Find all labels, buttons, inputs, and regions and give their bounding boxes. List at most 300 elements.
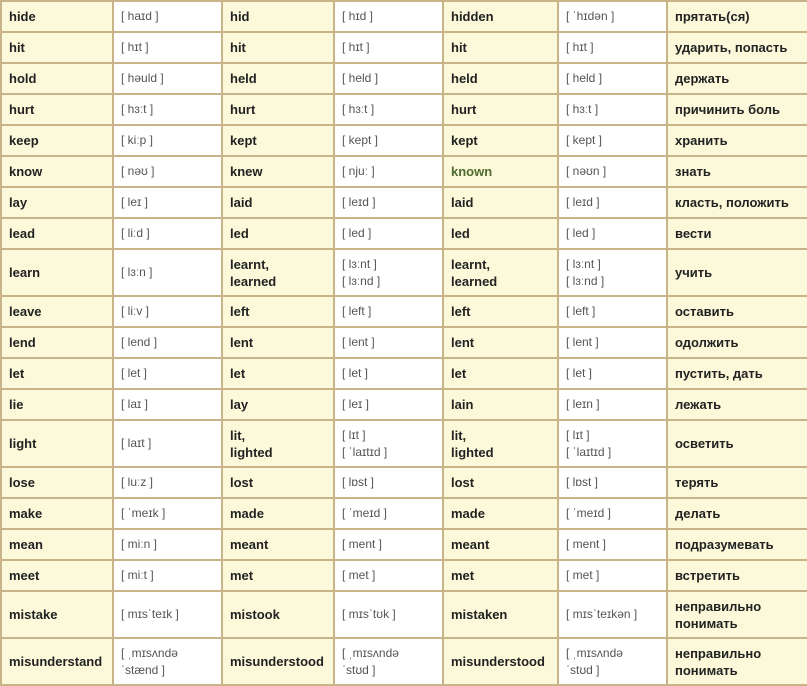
past-transcription-text: [ let ] <box>342 366 369 380</box>
past-participle-cell <box>443 156 558 187</box>
past-transcription-cell <box>334 1 443 32</box>
base-form-text: lend <box>9 335 36 350</box>
past-participle-cell <box>443 187 558 218</box>
past-participle-text: learned <box>451 273 498 289</box>
table-row <box>1 125 807 156</box>
base-form-cell <box>1 560 113 591</box>
russian-translation-cell <box>667 125 807 156</box>
participle-transcription-text: [ lɪt ] <box>566 427 590 442</box>
past-transcription-text: [ lɜːnd ] <box>342 273 381 288</box>
participle-transcription-text: [ ˈlaɪtɪd ] <box>566 444 612 459</box>
russian-translation-cell <box>667 498 807 529</box>
participle-transcription-cell <box>558 498 667 529</box>
russian-translation-text: неправильно <box>675 598 762 614</box>
past-transcription-text: [ leɪd ] <box>342 195 376 209</box>
russian-translation-text: лежать <box>675 397 722 412</box>
past-simple-cell <box>222 389 334 420</box>
participle-transcription-text: [ leɪd ] <box>566 195 600 209</box>
table-row <box>1 467 807 498</box>
participle-transcription-text: [ ˈmeɪd ] <box>566 506 611 520</box>
russian-translation-cell <box>667 32 807 63</box>
past-simple-text: lit, <box>230 427 246 443</box>
past-transcription-text: [ lɒst ] <box>342 475 375 489</box>
past-transcription-text: [ lent ] <box>342 335 375 349</box>
past-participle-cell <box>443 560 558 591</box>
base-transcription-cell <box>113 498 222 529</box>
past-transcription-cell <box>334 529 443 560</box>
participle-transcription-text: [ ˈhɪdən ] <box>566 9 615 23</box>
base-form-text: lie <box>9 397 24 412</box>
russian-translation-text: терять <box>675 475 719 490</box>
base-transcription-text: [ mɪsˈteɪk ] <box>121 607 179 621</box>
base-transcription-text: [ ˌmɪsʌndə <box>121 645 178 660</box>
past-participle-cell <box>443 125 558 156</box>
base-transcription-text: [ lɜːn ] <box>121 265 153 279</box>
past-participle-text: lit, <box>451 427 467 443</box>
past-participle-cell <box>443 1 558 32</box>
base-form-text: hold <box>9 71 37 86</box>
table-row <box>1 1 807 32</box>
past-participle-cell <box>443 638 558 685</box>
participle-transcription-cell <box>558 358 667 389</box>
participle-transcription-cell <box>558 63 667 94</box>
russian-translation-cell <box>667 358 807 389</box>
base-transcription-text: [ haɪd ] <box>121 9 159 23</box>
past-transcription-text: [ mɪsˈtʊk ] <box>342 607 396 621</box>
base-transcription-text: [ hɜːt ] <box>121 102 154 116</box>
base-transcription-cell <box>113 420 222 467</box>
base-form-cell <box>1 249 113 296</box>
base-form-cell <box>1 498 113 529</box>
table-row <box>1 187 807 218</box>
past-participle-text: led <box>451 226 470 241</box>
past-participle-text: left <box>451 304 471 319</box>
participle-transcription-text: [ lɜːnd ] <box>566 273 605 288</box>
base-form-text: keep <box>9 133 39 148</box>
base-form-cell <box>1 63 113 94</box>
table-row <box>1 389 807 420</box>
past-simple-cell <box>222 296 334 327</box>
past-participle-text: kept <box>451 133 478 148</box>
table-row <box>1 327 807 358</box>
base-transcription-text: [ miːn ] <box>121 537 158 551</box>
table-row <box>1 420 807 467</box>
participle-transcription-text: [ led ] <box>566 226 596 240</box>
participle-transcription-text: [ ment ] <box>566 537 607 551</box>
verb-rows <box>1 1 807 685</box>
participle-transcription-text: [ kept ] <box>566 133 603 147</box>
russian-translation-text: оставить <box>675 304 734 319</box>
participle-transcription-text: [ left ] <box>566 304 596 318</box>
past-transcription-cell <box>334 63 443 94</box>
table-row <box>1 529 807 560</box>
table-row <box>1 156 807 187</box>
participle-transcription-cell <box>558 638 667 685</box>
participle-transcription-cell <box>558 156 667 187</box>
past-transcription-cell <box>334 156 443 187</box>
past-participle-text: lighted <box>451 444 494 460</box>
participle-transcription-cell <box>558 467 667 498</box>
table-row <box>1 296 807 327</box>
past-simple-text: made <box>230 506 264 521</box>
past-participle-text: laid <box>451 195 474 210</box>
russian-translation-cell <box>667 249 807 296</box>
past-simple-cell <box>222 218 334 249</box>
past-participle-text: hurt <box>451 102 477 117</box>
base-transcription-cell <box>113 529 222 560</box>
base-transcription-text: [ lend ] <box>121 335 158 349</box>
past-transcription-text: [ hɜːt ] <box>342 102 375 116</box>
past-simple-text: learnt, <box>230 256 270 272</box>
base-transcription-text: [ let ] <box>121 366 148 380</box>
past-transcription-cell <box>334 187 443 218</box>
past-simple-cell <box>222 638 334 685</box>
past-transcription-text: [ ˌmɪsʌndə <box>342 645 399 660</box>
past-transcription-cell <box>334 327 443 358</box>
past-transcription-cell <box>334 560 443 591</box>
base-transcription-cell <box>113 467 222 498</box>
table-row <box>1 498 807 529</box>
base-transcription-text: [ laɪt ] <box>121 436 152 450</box>
russian-translation-text: встретить <box>675 568 740 583</box>
russian-translation-cell <box>667 560 807 591</box>
past-participle-text: made <box>451 506 485 521</box>
past-simple-text: laid <box>230 195 253 210</box>
past-participle-text: known <box>451 164 493 179</box>
base-transcription-cell <box>113 125 222 156</box>
past-participle-text: hidden <box>451 9 494 24</box>
past-participle-text: misunderstood <box>451 654 545 669</box>
base-form-text: let <box>9 366 25 381</box>
past-participle-cell <box>443 498 558 529</box>
past-simple-text: hit <box>230 40 246 55</box>
participle-transcription-cell <box>558 249 667 296</box>
participle-transcription-text: [ mɪsˈteɪkən ] <box>566 607 638 621</box>
base-transcription-text: [ leɪ ] <box>121 195 148 209</box>
base-transcription-cell <box>113 296 222 327</box>
base-form-cell <box>1 296 113 327</box>
base-transcription-cell <box>113 327 222 358</box>
past-participle-text: hit <box>451 40 467 55</box>
past-simple-text: held <box>230 71 257 86</box>
base-form-text: light <box>9 436 37 451</box>
past-transcription-text: ˈstʊd ] <box>342 662 376 677</box>
base-form-text: leave <box>9 304 42 319</box>
past-transcription-text: [ left ] <box>342 304 372 318</box>
past-transcription-text: [ lɪt ] <box>342 427 366 442</box>
russian-translation-cell <box>667 467 807 498</box>
base-form-text: lay <box>9 195 28 210</box>
russian-translation-text: держать <box>675 71 730 86</box>
russian-translation-cell <box>667 94 807 125</box>
russian-translation-cell <box>667 156 807 187</box>
past-participle-text: let <box>451 366 467 381</box>
russian-translation-text: неправильно <box>675 645 762 661</box>
past-transcription-cell <box>334 498 443 529</box>
base-transcription-text: [ hɪt ] <box>121 40 149 54</box>
russian-translation-text: класть, положить <box>675 195 789 210</box>
base-form-cell <box>1 638 113 685</box>
base-transcription-text: [ həuld ] <box>121 71 164 85</box>
past-transcription-text: [ leɪ ] <box>342 397 369 411</box>
base-transcription-cell <box>113 638 222 685</box>
participle-transcription-text: [ held ] <box>566 71 603 85</box>
base-form-text: hurt <box>9 102 35 117</box>
base-transcription-cell <box>113 358 222 389</box>
table-row <box>1 32 807 63</box>
base-transcription-cell <box>113 187 222 218</box>
russian-translation-cell <box>667 63 807 94</box>
russian-translation-text: учить <box>675 265 713 280</box>
past-simple-cell <box>222 529 334 560</box>
participle-transcription-cell <box>558 560 667 591</box>
past-transcription-cell <box>334 389 443 420</box>
past-simple-cell <box>222 1 334 32</box>
base-form-cell <box>1 529 113 560</box>
base-form-text: lead <box>9 226 36 241</box>
past-simple-text: hurt <box>230 102 256 117</box>
past-transcription-text: [ kept ] <box>342 133 379 147</box>
base-form-cell <box>1 156 113 187</box>
past-simple-text: left <box>230 304 250 319</box>
past-simple-text: lay <box>230 397 249 412</box>
past-participle-cell <box>443 467 558 498</box>
base-form-text: mistake <box>9 607 58 622</box>
russian-translation-text: понимать <box>675 662 738 678</box>
past-simple-cell <box>222 420 334 467</box>
past-transcription-cell <box>334 296 443 327</box>
base-transcription-text: [ ˈmeɪk ] <box>121 506 166 520</box>
participle-transcription-cell <box>558 125 667 156</box>
past-transcription-cell <box>334 125 443 156</box>
past-simple-cell <box>222 156 334 187</box>
russian-translation-cell <box>667 591 807 638</box>
past-participle-cell <box>443 32 558 63</box>
past-simple-cell <box>222 94 334 125</box>
past-simple-text: lighted <box>230 444 273 460</box>
past-transcription-text: [ met ] <box>342 568 376 582</box>
past-transcription-text: [ ment ] <box>342 537 383 551</box>
past-participle-text: met <box>451 568 475 583</box>
past-simple-text: led <box>230 226 249 241</box>
past-transcription-cell <box>334 94 443 125</box>
past-simple-cell <box>222 560 334 591</box>
past-transcription-text: [ hɪt ] <box>342 40 370 54</box>
past-participle-cell <box>443 94 558 125</box>
russian-translation-text: понимать <box>675 615 738 631</box>
past-simple-cell <box>222 327 334 358</box>
past-transcription-cell <box>334 420 443 467</box>
past-participle-text: meant <box>451 537 490 552</box>
russian-translation-text: хранить <box>675 133 728 148</box>
past-transcription-text: [ hɪd ] <box>342 9 373 23</box>
base-transcription-text: [ luːz ] <box>121 475 154 489</box>
base-form-text: lose <box>9 475 36 490</box>
base-transcription-text: ˈstænd ] <box>121 662 166 677</box>
past-simple-cell <box>222 591 334 638</box>
participle-transcription-text: [ hɪt ] <box>566 40 594 54</box>
past-simple-text: met <box>230 568 254 583</box>
past-participle-text: lost <box>451 475 475 490</box>
past-simple-text: lost <box>230 475 254 490</box>
past-participle-text: lent <box>451 335 475 350</box>
participle-transcription-text: [ hɜːt ] <box>566 102 599 116</box>
past-simple-text: misunderstood <box>230 654 324 669</box>
past-transcription-text: [ held ] <box>342 71 379 85</box>
participle-transcription-cell <box>558 1 667 32</box>
base-form-cell <box>1 591 113 638</box>
past-transcription-text: [ ˈmeɪd ] <box>342 506 387 520</box>
past-transcription-text: [ njuː ] <box>342 164 375 178</box>
past-participle-cell <box>443 218 558 249</box>
participle-transcription-cell <box>558 94 667 125</box>
base-form-text: mean <box>9 537 43 552</box>
past-simple-cell <box>222 187 334 218</box>
past-transcription-text: [ ˈlaɪtɪd ] <box>342 444 388 459</box>
base-transcription-text: [ liːd ] <box>121 226 150 240</box>
base-form-cell <box>1 467 113 498</box>
past-simple-cell <box>222 249 334 296</box>
participle-transcription-text: [ lent ] <box>566 335 599 349</box>
base-form-text: hide <box>9 9 36 24</box>
base-transcription-cell <box>113 249 222 296</box>
participle-transcription-text: [ lɒst ] <box>566 475 599 489</box>
base-transcription-cell <box>113 63 222 94</box>
table-row <box>1 560 807 591</box>
participle-transcription-cell <box>558 187 667 218</box>
russian-translation-cell <box>667 389 807 420</box>
participle-transcription-text: [ lɜːnt ] <box>566 256 601 271</box>
past-simple-text: kept <box>230 133 257 148</box>
past-participle-cell <box>443 249 558 296</box>
base-form-cell <box>1 358 113 389</box>
base-form-cell <box>1 187 113 218</box>
past-transcription-cell <box>334 218 443 249</box>
base-form-cell <box>1 218 113 249</box>
past-simple-text: hid <box>230 9 250 24</box>
table-row <box>1 94 807 125</box>
base-form-cell <box>1 327 113 358</box>
russian-translation-cell <box>667 420 807 467</box>
past-transcription-cell <box>334 467 443 498</box>
base-form-text: make <box>9 506 43 521</box>
russian-translation-text: ударить, попасть <box>675 40 788 55</box>
russian-translation-text: прятать(ся) <box>675 9 750 24</box>
participle-transcription-text: [ nəʊn ] <box>566 164 607 178</box>
russian-translation-cell <box>667 529 807 560</box>
russian-translation-text: делать <box>675 506 721 521</box>
past-simple-text: learned <box>230 273 277 289</box>
participle-transcription-cell <box>558 327 667 358</box>
table-row <box>1 358 807 389</box>
participle-transcription-cell <box>558 591 667 638</box>
base-form-text: learn <box>9 265 41 280</box>
past-transcription-cell <box>334 249 443 296</box>
table-row <box>1 63 807 94</box>
past-participle-cell <box>443 296 558 327</box>
base-transcription-text: [ laɪ ] <box>121 397 148 411</box>
past-participle-cell <box>443 63 558 94</box>
table-row <box>1 218 807 249</box>
past-simple-cell <box>222 125 334 156</box>
base-transcription-cell <box>113 94 222 125</box>
participle-transcription-text: [ met ] <box>566 568 600 582</box>
russian-translation-text: подразумевать <box>675 537 774 552</box>
russian-translation-text: одолжить <box>675 335 739 350</box>
past-transcription-text: [ lɜːnt ] <box>342 256 377 271</box>
participle-transcription-cell <box>558 389 667 420</box>
past-simple-text: mistook <box>230 607 280 622</box>
past-simple-cell <box>222 63 334 94</box>
base-form-text: know <box>9 164 43 179</box>
past-simple-text: lent <box>230 335 254 350</box>
base-form-cell <box>1 32 113 63</box>
past-transcription-cell <box>334 358 443 389</box>
participle-transcription-text: [ leɪn ] <box>566 397 600 411</box>
russian-translation-cell <box>667 327 807 358</box>
base-transcription-cell <box>113 389 222 420</box>
past-participle-text: held <box>451 71 478 86</box>
russian-translation-cell <box>667 638 807 685</box>
past-participle-text: learnt, <box>451 256 491 272</box>
base-form-cell <box>1 389 113 420</box>
participle-transcription-cell <box>558 420 667 467</box>
base-transcription-cell <box>113 32 222 63</box>
base-form-text: meet <box>9 568 40 583</box>
participle-transcription-cell <box>558 32 667 63</box>
table-row <box>1 249 807 296</box>
table-row <box>1 638 807 685</box>
participle-transcription-text: ˈstʊd ] <box>566 662 600 677</box>
russian-translation-cell <box>667 296 807 327</box>
base-transcription-text: [ liːv ] <box>121 304 150 318</box>
russian-translation-text: знать <box>675 164 711 179</box>
past-participle-text: mistaken <box>451 607 508 622</box>
past-participle-text: lain <box>451 397 474 412</box>
base-transcription-cell <box>113 560 222 591</box>
participle-transcription-cell <box>558 296 667 327</box>
base-form-cell <box>1 1 113 32</box>
russian-translation-cell <box>667 187 807 218</box>
russian-translation-text: осветить <box>675 436 734 451</box>
base-form-text: misunderstand <box>9 654 103 669</box>
base-transcription-cell <box>113 591 222 638</box>
base-transcription-cell <box>113 1 222 32</box>
past-participle-cell <box>443 358 558 389</box>
participle-transcription-text: [ ˌmɪsʌndə <box>566 645 623 660</box>
base-form-cell <box>1 94 113 125</box>
participle-transcription-text: [ let ] <box>566 366 593 380</box>
past-transcription-cell <box>334 638 443 685</box>
base-transcription-text: [ miːt ] <box>121 568 154 582</box>
past-simple-cell <box>222 498 334 529</box>
past-simple-text: knew <box>230 164 263 179</box>
base-transcription-text: [ nəʊ ] <box>121 164 155 178</box>
past-participle-cell <box>443 420 558 467</box>
past-simple-cell <box>222 358 334 389</box>
past-participle-cell <box>443 591 558 638</box>
past-participle-cell <box>443 327 558 358</box>
base-transcription-text: [ kiːp ] <box>121 133 154 147</box>
russian-translation-text: пустить, дать <box>675 366 763 381</box>
russian-translation-text: причинить боль <box>675 102 781 117</box>
base-form-cell <box>1 420 113 467</box>
past-simple-cell <box>222 32 334 63</box>
past-simple-cell <box>222 467 334 498</box>
past-simple-text: meant <box>230 537 269 552</box>
table-row <box>1 591 807 638</box>
participle-transcription-cell <box>558 218 667 249</box>
